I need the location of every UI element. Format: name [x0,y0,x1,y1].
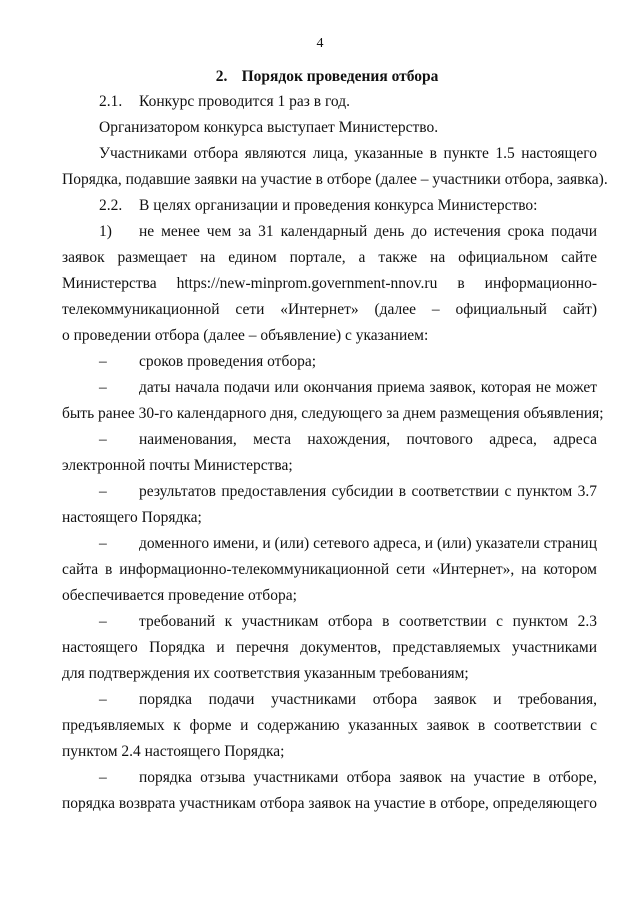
paragraph-participants [62,141,608,193]
paragraph-line: В целях организации и проведения конкурса Министерство: [139,197,538,214]
bullet-line: результатов предоставления субсидии в соответствии с пунктом 3.7 [139,483,597,500]
bullet-line: для подтверждения их соответствия указанным требованиям; [62,665,469,682]
paragraph-number: 2.2. [99,197,123,214]
bullet-line: порядка возврата участникам отбора заявок на участие в отборе, определяющего [62,795,597,812]
paragraph-number: 2.1. [99,93,123,110]
paragraph-line: Конкурс проводится 1 раз в год. [139,93,350,110]
bullet-dash: – [99,535,107,552]
section-number: 2. [215,68,228,85]
bullet-line: настоящего Порядка и перечня документов, представляемых участниками [62,639,597,656]
paragraph-organizer [62,115,597,141]
bullet-dash: – [99,353,107,370]
bullet-line: наименования, места нахождения, почтового адреса, адреса [139,431,597,448]
bullet-dash: – [99,691,107,708]
paragraph-line: Участниками отбора являются лица, указанные в пункте 1.5 настоящего [99,145,597,162]
bullet-dash: – [99,769,107,786]
bullet-line: обеспечивается проведение отбора; [62,587,297,604]
section-title: Порядок проведения отбора [241,68,439,85]
bullet-dash: – [99,483,107,500]
paragraph-item-1 [62,219,597,349]
bullet-dash: – [99,379,107,396]
paragraph-line: телекоммуникационной сети «Интернет» (далее – официальный сайт) [62,301,597,318]
bullet-line: настоящего Порядка; [62,509,202,526]
bullet-line: доменного имени, и (или) сетевого адреса, и (или) указатели страниц [139,535,597,552]
paragraph-line: заявок размещает на едином портале, а также на официальном сайте [62,249,597,266]
paragraph-2-2 [62,193,597,219]
bullet-line: порядка отзыва участниками отбора заявок на участие в отборе, [139,769,597,786]
bullet-dash: – [99,431,107,448]
bullet-line: порядка подачи участниками отбора заявок и требования, [139,691,597,708]
paragraph-line: о проведении отбора (далее – объявление) с указанием: [62,327,429,344]
paragraph-line: Организатором конкурса выступает Министерство. [99,119,439,136]
page-number: 4 [316,36,324,51]
paragraph-line: Министерства https://new-minprom.government-nnov.ru в информационно- [62,275,597,292]
bullet-line: быть ранее 30-го календарного дня, следующего за днем размещения объявления; [62,405,604,422]
bullet-line: электронной почты Министерства; [62,457,293,474]
bullet-dash: – [99,613,107,630]
bullet-line: требований к участникам отбора в соответствии с пунктом 2.3 [139,613,597,630]
bullet-line: пунктом 2.4 настоящего Порядка; [62,743,285,760]
paragraph-2-1 [62,89,597,115]
bullet-line: предъявляемых к форме и содержанию указанных заявок в соответствии с [62,717,597,734]
paragraph-number: 1) [99,223,112,240]
paragraph-line: Порядка, подавшие заявки на участие в отборе (далее – участники отбора, заявка). [62,171,608,188]
section-heading [0,68,640,86]
bullet-line: сроков проведения отбора; [139,353,317,370]
bullet-line: даты начала подачи или окончания приема заявок, которая не может [139,379,597,396]
paragraph-line: не менее чем за 31 календарный день до истечения срока подачи [139,223,597,240]
bullet-line: сайта в информационно-телекоммуникационной сети «Интернет», на котором [62,561,597,578]
